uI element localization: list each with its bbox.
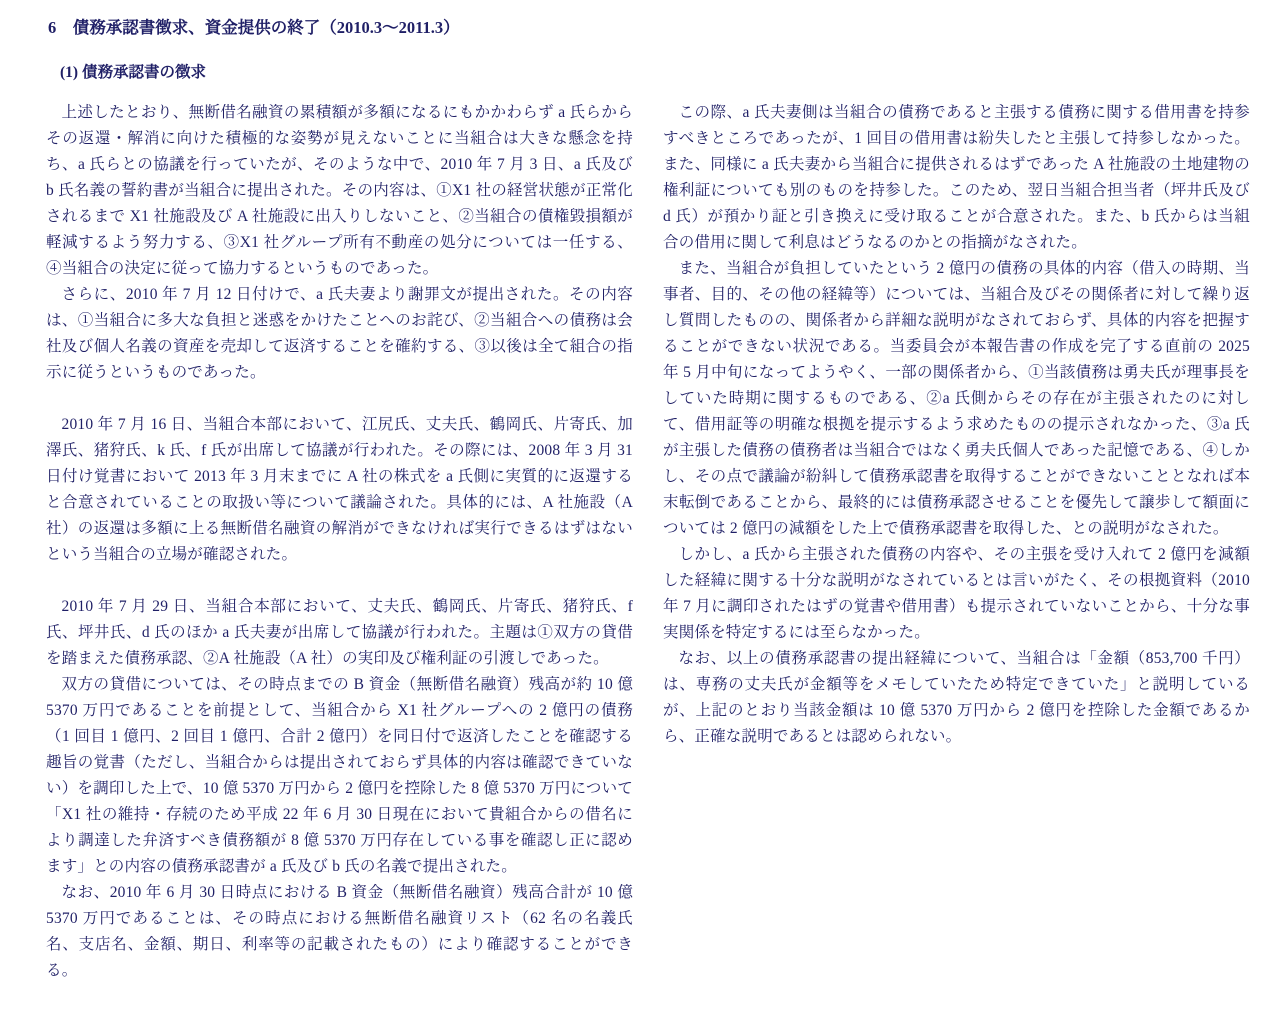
paragraph-left-2: さらに、2010 年 7 月 12 日付けで、a 氏夫妻より謝罪文が提出された。その内容は、①当組合に多大な負担と迷惑をかけたことへのお詫び、②当組合への債務は会社及び個人名義の資産を売却して返済することを確約する、③以後は全て組合の指示に従うというものであった。 <box>46 286 633 381</box>
paragraph-left-4: 2010 年 7 月 29 日、当組合本部において、丈夫氏、鶴岡氏、片寄氏、猪狩氏、f 氏、坪井氏、d 氏のほか a 氏夫妻が出席して協議が行われた。主題は①双方の貸借を踏まえた債務承認、②A 社施設（A 社）の実印及び権利証の引渡しであった。 <box>46 598 633 667</box>
paragraph-left-6: なお、2010 年 6 月 30 日時点における B 資金（無断借名融資）残高合計が 10 億 5370 万円であることは、その時点における無断借名融資リスト（62 名の名義氏名、支店名、金額、期日、利率等の記載されたもの）により確認することができる。 <box>46 884 633 979</box>
paragraph-right-4: なお、以上の債務承認書の提出経緯について、当組合は「金額（853,700 千円）は、専務の丈夫氏が金額等をメモしていたため特定できていた」と説明しているが、上記のとおり当該金額は 10 億 5370 万円から 2 億円を控除した金額であるから、正確な説明であるとは認められない。 <box>663 650 1250 745</box>
left-column <box>46 100 633 984</box>
paragraph-right-1: この際、a 氏夫妻側は当組合の債務であると主張する債務に関する借用書を持参すべきところであったが、1 回目の借用書は紛失したと主張して持参しなかった。また、同様に a 氏夫妻から当組合に提供されるはずであった A 社施設の土地建物の権利証についても別のものを持参した。このため、翌日当組合担当者（坪井氏及び d 氏）が預かり証と引き換えに受け取ることが合意された。また、b 氏からは当組合の借用に関して利息はどうなるのかとの指摘がなされた。 <box>663 104 1250 251</box>
subsection-heading: (1) 債務承認書の徴求 <box>60 64 206 81</box>
paragraph-right-3: しかし、a 氏から主張された債務の内容や、その主張を受け入れて 2 億円を減額した経緯に関する十分な説明がなされているとは言いがたく、その根拠資料（2010 年 7 月に調印されたはずの覚書や借用書）も提示されていないことから、十分な事実関係を特定するには至らなかった。 <box>663 546 1250 641</box>
paragraph-left-1: 上述したとおり、無断借名融資の累積額が多額になるにもかかわらず a 氏らからその返還・解消に向けた積極的な姿勢が見えないことに当組合は大きな懸念を持ち、a 氏らとの協議を行っていたが、そのような中で、2010 年 7 月 3 日、a 氏及び b 氏名義の誓約書が当組合に提出された。その内容は、①X1 社の経営状態が正常化されるまで X1 社施設及び A 社施設に出入りしないこと、②当組合の債権毀損額が軽減するよう努力する、③X1 社グループ所有不動産の処分については一任する、④当組合の決定に従って協力するというものであった。 <box>46 104 633 277</box>
paragraph-right-2: また、当組合が負担していたという 2 億円の債務の具体的内容（借入の時期、当事者、目的、その他の経緯等）については、当組合及びその関係者に対して繰り返し質問したものの、関係者から詳細な説明がなされておらず、具体的内容を把握することができない状況である。当委員会が本報告書の作成を完了する直前の 2025 年 5 月中旬になってようやく、一部の関係者から、①当該債務は勇夫氏が理事長をしていた時期に関するものである、②a 氏側からその存在が主張されたのに対して、借用証等の明確な根拠を提示するよう求めたものの提示されなかった、③a 氏が主張した債務の債務者は当組合ではなく勇夫氏個人であった記憶である、④しかし、その点で議論が紛糾して債務承認書を取得することができないこととなれば本末転倒であることから、最終的には債務承認させることを優先して譲歩して額面については 2 億円の減額をした上で債務承認書を取得した、との説明がなされた。 <box>663 260 1250 537</box>
two-column-body <box>46 100 1250 984</box>
paragraph-left-3: 2010 年 7 月 16 日、当組合本部において、江尻氏、丈夫氏、鶴岡氏、片寄氏、加澤氏、猪狩氏、k 氏、f 氏が出席して協議が行われた。その際には、2008 年 3 月 31 日付け覚書において 2013 年 3 月末までに A 社の株式を a 氏側に実質的に返還すると合意されていることの取扱い等について議論された。具体的には、A 社施設（A 社）の返還は多額に上る無断借名融資の解消ができなければ実行できるはずはないという当組合の立場が確認された。 <box>46 416 633 563</box>
section-heading: 6 債務承認書徴求、資金提供の終了（2010.3～2011.3） <box>48 18 460 37</box>
right-column <box>663 100 1250 984</box>
paragraph-left-5: 双方の貸借については、その時点までの B 資金（無断借名融資）残高が約 10 億 5370 万円であることを前提として、当組合から X1 社グループへの 2 億円の債務（1 回目 1 億円、2 回目 1 億円、合計 2 億円）を同日付で返済したことを確認する趣旨の覚書（ただし、当組合からは提出されておらず具体的内容は確認できていない）を調印した上で、10 億 5370 万円から 2 億円を控除した 8 億 5370 万円について「X1 社の維持・存続のため平成 22 年 6 月 30 日現在において貴組合からの借名により調達した弁済すべき債務額が 8 億 5370 万円存在している事を確認し正に認めます」との内容の債務承認書が a 氏及び b 氏の名義で提出された。 <box>46 676 633 875</box>
